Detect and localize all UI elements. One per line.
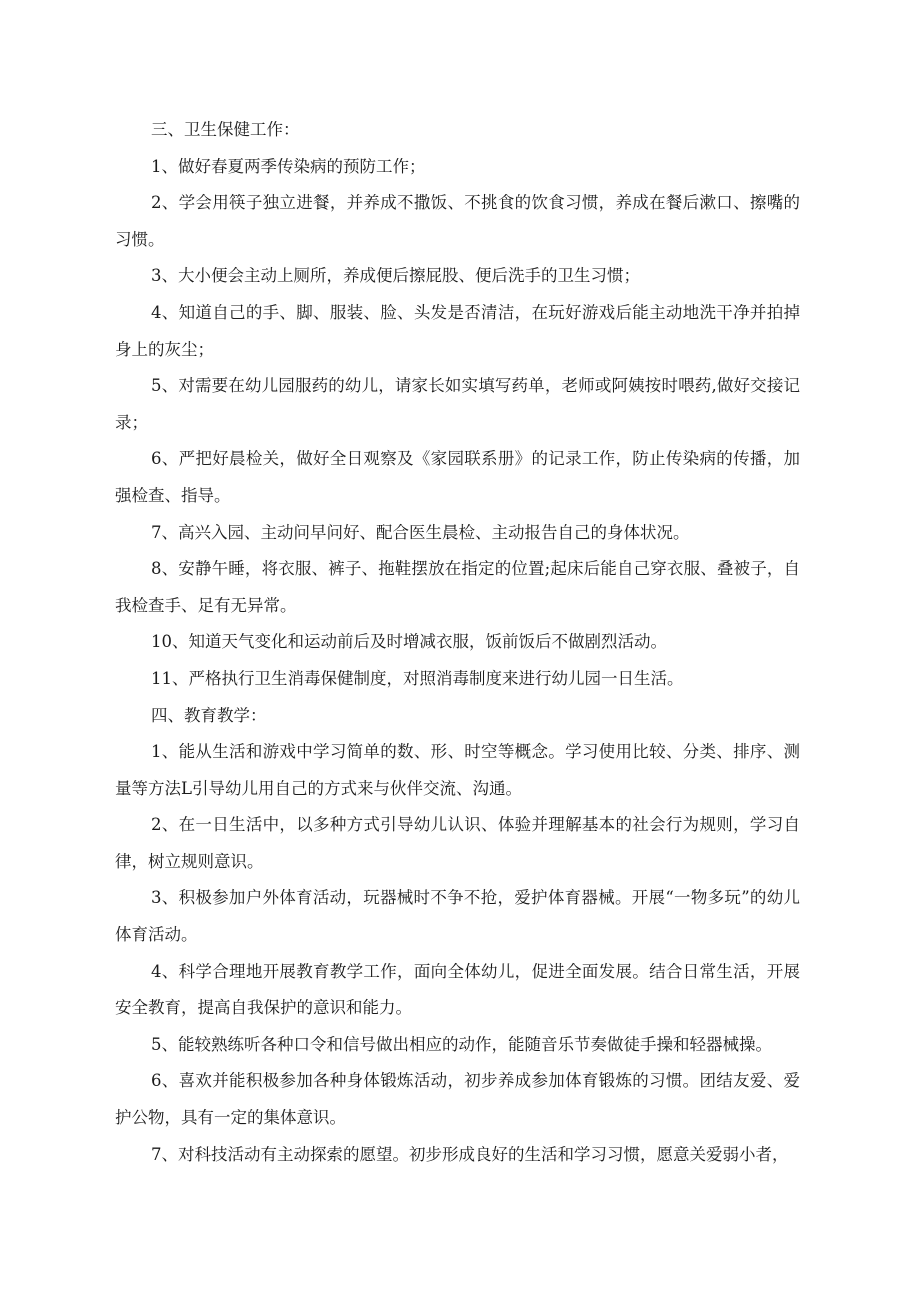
list-item: 4、知道自己的手、脚、服装、脸、头发是否清洁，在玩好游戏后能主动地洗干净并拍掉身上的灰尘； (115, 302, 800, 359)
list-item: 5、能较熟练听各种口令和信号做出相应的动作，能随音乐节奏做徒手操和轻器械操。 (151, 1034, 772, 1054)
list-item: 10、知道天气变化和运动前后及时增减衣服，饭前饭后不做剧烈活动。 (151, 632, 667, 652)
list-item: 3、大小便会主动上厕所，养成便后擦屁股、便后洗手的卫生习惯； (151, 266, 640, 286)
list-item: 8、安静午睡，将衣服、裤子、拖鞋摆放在指定的位置;起床后能自己穿衣服、叠被子，自我检查手、足有无异常。 (115, 559, 800, 615)
section-heading-education: 四、教育教学： (151, 705, 267, 725)
list-item: 2、学会用筷子独立进餐，并养成不撒饭、不挑食的饮食习惯，养成在餐后漱口、擦嘴的习惯。 (115, 193, 800, 249)
list-item: 7、对科技活动有主动探索的愿望。初步形成良好的生活和学习习惯，愿意关爱弱小者， (151, 1144, 789, 1164)
list-item: 1、能从生活和游戏中学习简单的数、形、时空等概念。学习使用比较、分类、排序、测量等方法L引导幼儿用自己的方式来与伙伴交流、沟通。 (115, 742, 800, 798)
list-item: 4、科学合理地开展教育教学工作，面向全体幼儿，促进全面发展。结合日常生活，开展安全教育，提高自我保护的意识和能力。 (115, 961, 800, 1018)
list-item: 7、高兴入园、主动问早问好、配合医生晨检、主动报告自己的身体状况。 (151, 522, 690, 542)
list-item: 1、做好春夏两季传染病的预防工作； (151, 156, 426, 176)
list-item: 11、严格执行卫生消毒保健制度，对照消毒制度来进行幼儿园一日生活。 (151, 668, 684, 688)
list-item: 3、积极参加户外体育活动，玩器械时不争不抢，爱护体育器械。开展“一物多玩”的幼儿体育活动。 (115, 888, 800, 945)
list-item: 6、喜欢并能积极参加各种身体锻炼活动，初步养成参加体育锻炼的习惯。团结友爱、爱护公物，具有一定的集体意识。 (115, 1071, 800, 1128)
list-item: 6、严把好晨检关，做好全日观察及《家园联系册》的记录工作，防止传染病的传播，加强检查、指导。 (115, 449, 800, 505)
list-item: 2、在一日生活中，以多种方式引导幼儿认识、体验并理解基本的社会行为规则，学习自律，树立规则意识。 (115, 815, 800, 871)
section-heading-hygiene: 三、卫生保健工作： (151, 120, 300, 139)
document-body (115, 112, 800, 1173)
list-item: 5、对需要在幼儿园服药的幼儿，请家长如实填写药单，老师或阿姨按时喂药,做好交接记录； (115, 376, 800, 432)
